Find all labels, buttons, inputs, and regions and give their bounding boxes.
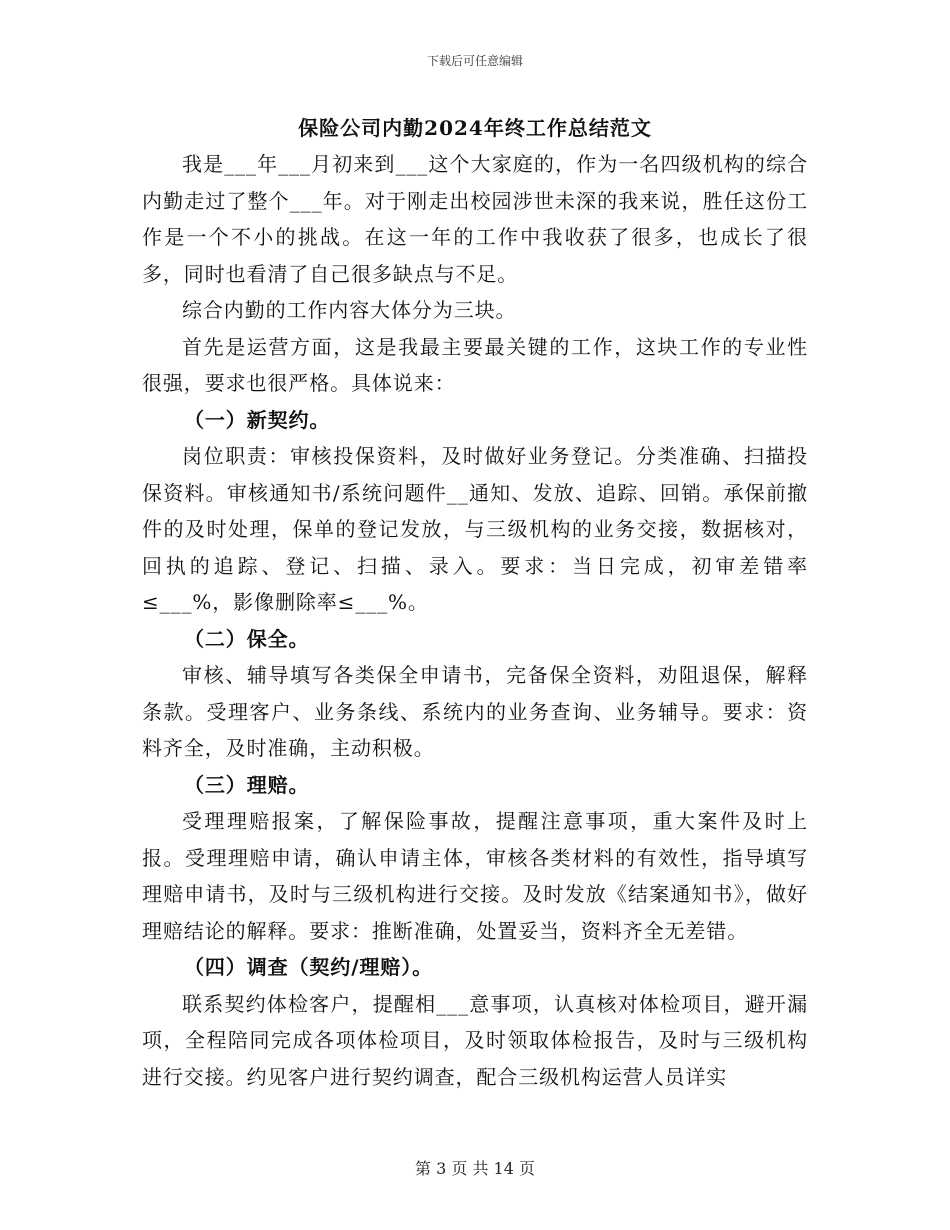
paragraph: 联系契约体检客户，提醒相___意事项，认真核对体检项目，避开漏项，全程陪同完成各项体检项目，及时领取体检报告，及时与三级机构进行交接。约见客户进行契约调查，配合三级机构运营人员详实: [142, 991, 808, 1089]
section-heading: （四）调查（契约/理赔）。: [184, 955, 434, 979]
page-header-note: 下载后可任意编辑: [426, 54, 523, 68]
paragraph: 我是___年___月初来到___这个大家庭的，作为一名四级机构的综合内勤走过了整个___年。对于刚走出校园涉世未深的我来说，胜任这份工作是一个不小的挑战。在这一年的工作中我收获了很多，也成长了很多，同时也看清了自己很多缺点与不足。: [142, 152, 808, 286]
section-heading: （三）理赔。: [184, 772, 310, 797]
paragraph: 受理理赔报案，了解保险事故，提醒注意事项，重大案件及时上报。受理理赔申请，确认申请主体，审核各类材料的有效性，指导填写理赔申请书，及时与三级机构进行交接。及时发放《结案通知书》，做好理赔结论的解释。要求：推断准确，处置妥当，资料齐全无差错。: [142, 809, 808, 943]
paragraph: 综合内勤的工作内容大体分为三块。: [182, 298, 517, 322]
paragraph: 岗位职责：审核投保资料，及时做好业务登记。分类准确、扫描投保资料。审核通知书/系统问题件__通知、发放、追踪、回销。承保前撤件的及时处理，保单的登记发放，与三级机构的业务交接，数据核对，回执的追踪、登记、扫描、录入。要求：当日完成，初审差错率≤___%，影像删除率≤___%。: [142, 444, 808, 614]
page-number: 第 3 页 共 14 页: [415, 1159, 535, 1178]
paragraph: 审核、辅导填写各类保全申请书，完备保全资料，劝阻退保，解释条款。受理客户、业务条线、系统内的业务查询、业务辅导。要求：资料齐全，及时准确，主动积极。: [142, 663, 808, 760]
paragraph: 首先是运营方面，这是我最主要最关键的工作，这块工作的专业性很强，要求也很严格。具体说来：: [142, 334, 808, 395]
document-body: [142, 110, 808, 1095]
section-heading: （一）新契约。: [184, 407, 331, 432]
document-title: 保险公司内勤2024年终工作总结范文: [298, 116, 652, 140]
section-heading: （二）保全。: [184, 626, 310, 651]
